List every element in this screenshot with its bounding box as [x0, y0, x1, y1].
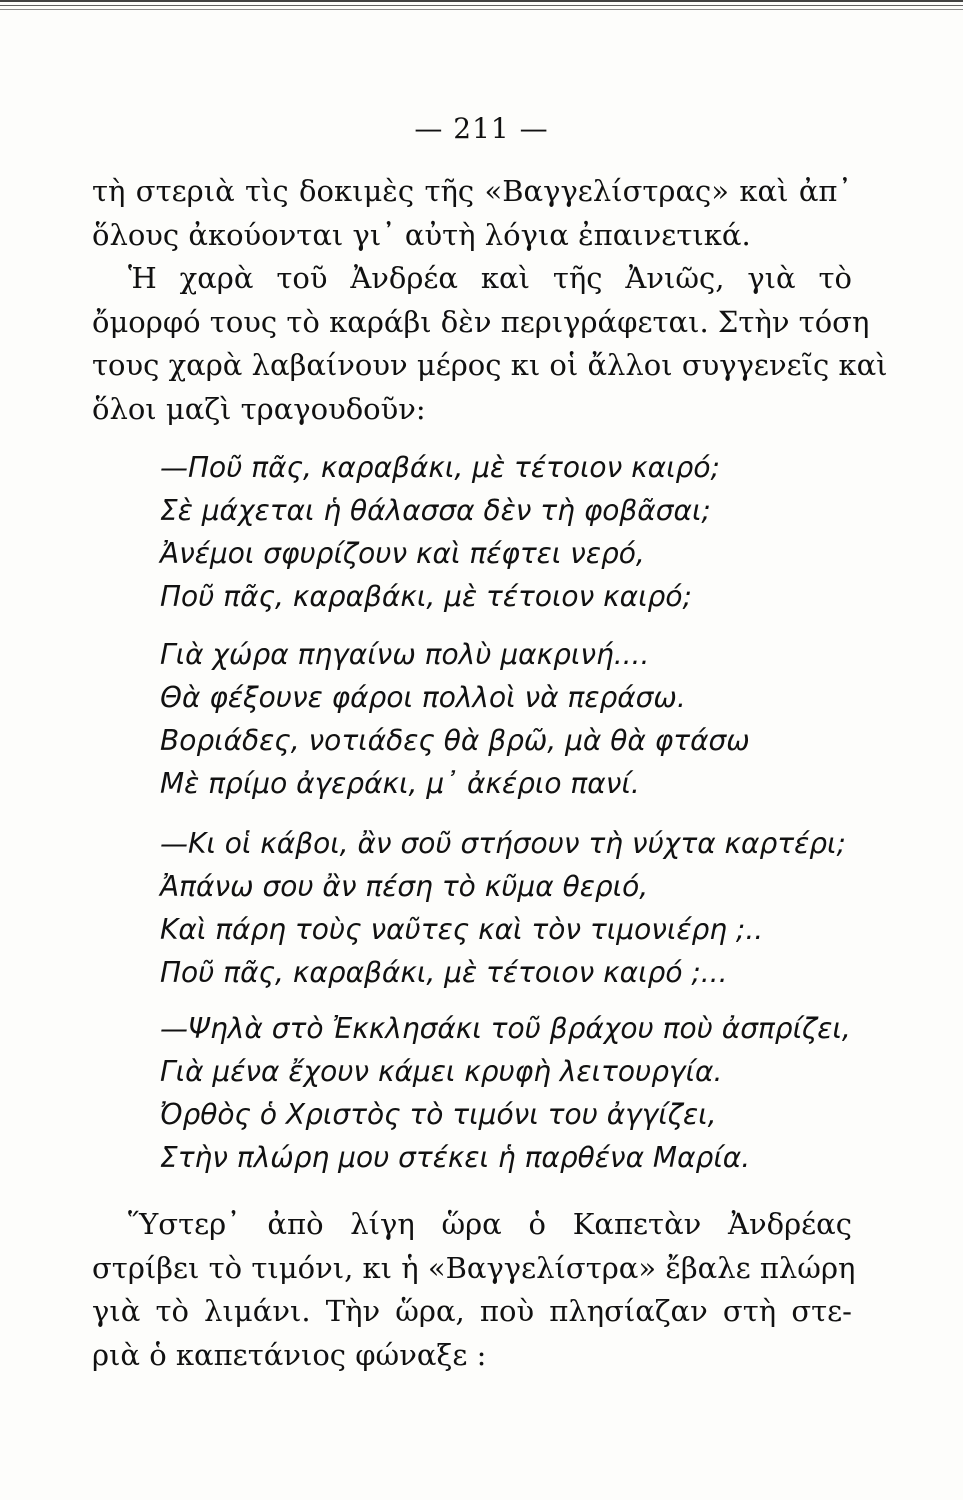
prose-line: στρίβει τὸ τιμόνι, κι ἡ «Βαγγελίστρα» ἔβαλε πλώρη [92, 1250, 856, 1285]
scan-edge-lines [0, 0, 963, 18]
prose-line: ριὰ ὁ καπετάνιος φώναξε : [92, 1337, 487, 1372]
poem-verse: —Ψηλὰ στὸ Ἐκκλησάκι τοῦ βράχου ποὺ ἀσπρίζει, [160, 1012, 851, 1045]
poem-verse: —Ποῦ πᾶς, καραβάκι, μὲ τέτοιον καιρό; [160, 451, 720, 484]
poem-stanza [160, 446, 860, 618]
poem-verse: Βοριάδες, νοτιάδες θὰ βρῶ, μὰ θὰ φτάσω [160, 724, 750, 757]
poem-verse: Στὴν πλώρη μου στέκει ἡ παρθένα Μαρία. [160, 1141, 751, 1174]
poem-verse: —Κι οἱ κάβοι, ἂν σοῦ στήσουν τὴ νύχτα καρτέρι; [160, 827, 846, 860]
poem-verse: Ὀρθὸς ὁ Χριστὸς τὸ τιμόνι του ἀγγίζει, [160, 1098, 717, 1131]
page-number: — 211 — [414, 112, 549, 145]
prose-line: Ὕστερ᾽ ἀπὸ λίγη ὥρα ὁ Καπετὰν Ἀνδρέας [128, 1207, 852, 1241]
prose-paragraph-bottom [92, 1203, 856, 1377]
prose-line: ὅλους ἀκούονται γι᾽ αὐτὴ λόγια ἐπαινετικά. [92, 217, 751, 252]
poem-verse: Ποῦ πᾶς, καραβάκι, μὲ τέτοιον καιρό; [160, 580, 692, 613]
poem-verse: Γιὰ μένα ἔχουν κάμει κρυφὴ λειτουργία. [160, 1055, 723, 1088]
prose-line: Ἡ χαρὰ τοῦ Ἀνδρέα καὶ τῆς Ἀνιῶς, γιὰ τὸ [128, 261, 852, 295]
poem-stanza [160, 633, 860, 805]
prose-paragraph-top [92, 170, 888, 431]
poem-verse: Γιὰ χώρα πηγαίνω πολὺ μακρινή.... [160, 638, 650, 671]
poem-verse: Ποῦ πᾶς, καραβάκι, μὲ τέτοιον καιρό ;... [160, 956, 728, 989]
poem-verse: Μὲ πρίμο ἀγεράκι, μ᾽ ἀκέριο πανί. [160, 767, 640, 800]
prose-line: ὅλοι μαζὶ τραγουδοῦν: [92, 391, 426, 426]
poem-stanza [160, 822, 860, 994]
prose-line: τὴ στεριὰ τὶς δοκιμὲς τῆς «Βαγγελίστρας» καὶ ἀπ᾽ [92, 174, 852, 208]
poem-verse: Καὶ πάρη τοὺς ναῦτες καὶ τὸν τιμονιέρη ;.. [160, 913, 764, 946]
poem-stanza [160, 1007, 860, 1179]
poem-verse: Θὰ φέξουνε φάροι πολλοὶ νὰ περάσω. [160, 681, 686, 714]
poem-verse: Ἀνέμοι σφυρίζουν καὶ πέφτει νερό, [160, 537, 645, 570]
poem-verse: Σὲ μάχεται ἡ θάλασσα δὲν τὴ φοβᾶσαι; [160, 494, 711, 527]
poem-verse: Ἀπάνω σου ἂν πέση τὸ κῦμα θεριό, [160, 870, 649, 903]
prose-line: τους χαρὰ λαβαίνουν μέρος κι οἱ ἄλλοι συγγενεῖς καὶ [92, 348, 888, 382]
prose-line: γιὰ τὸ λιμάνι. Τὴν ὥρα, ποὺ πλησίαζαν στὴ στε- [92, 1294, 852, 1328]
prose-line: ὄμορφό τους τὸ καράβι δὲν περιγράφεται. Στὴν τόση [92, 304, 870, 339]
